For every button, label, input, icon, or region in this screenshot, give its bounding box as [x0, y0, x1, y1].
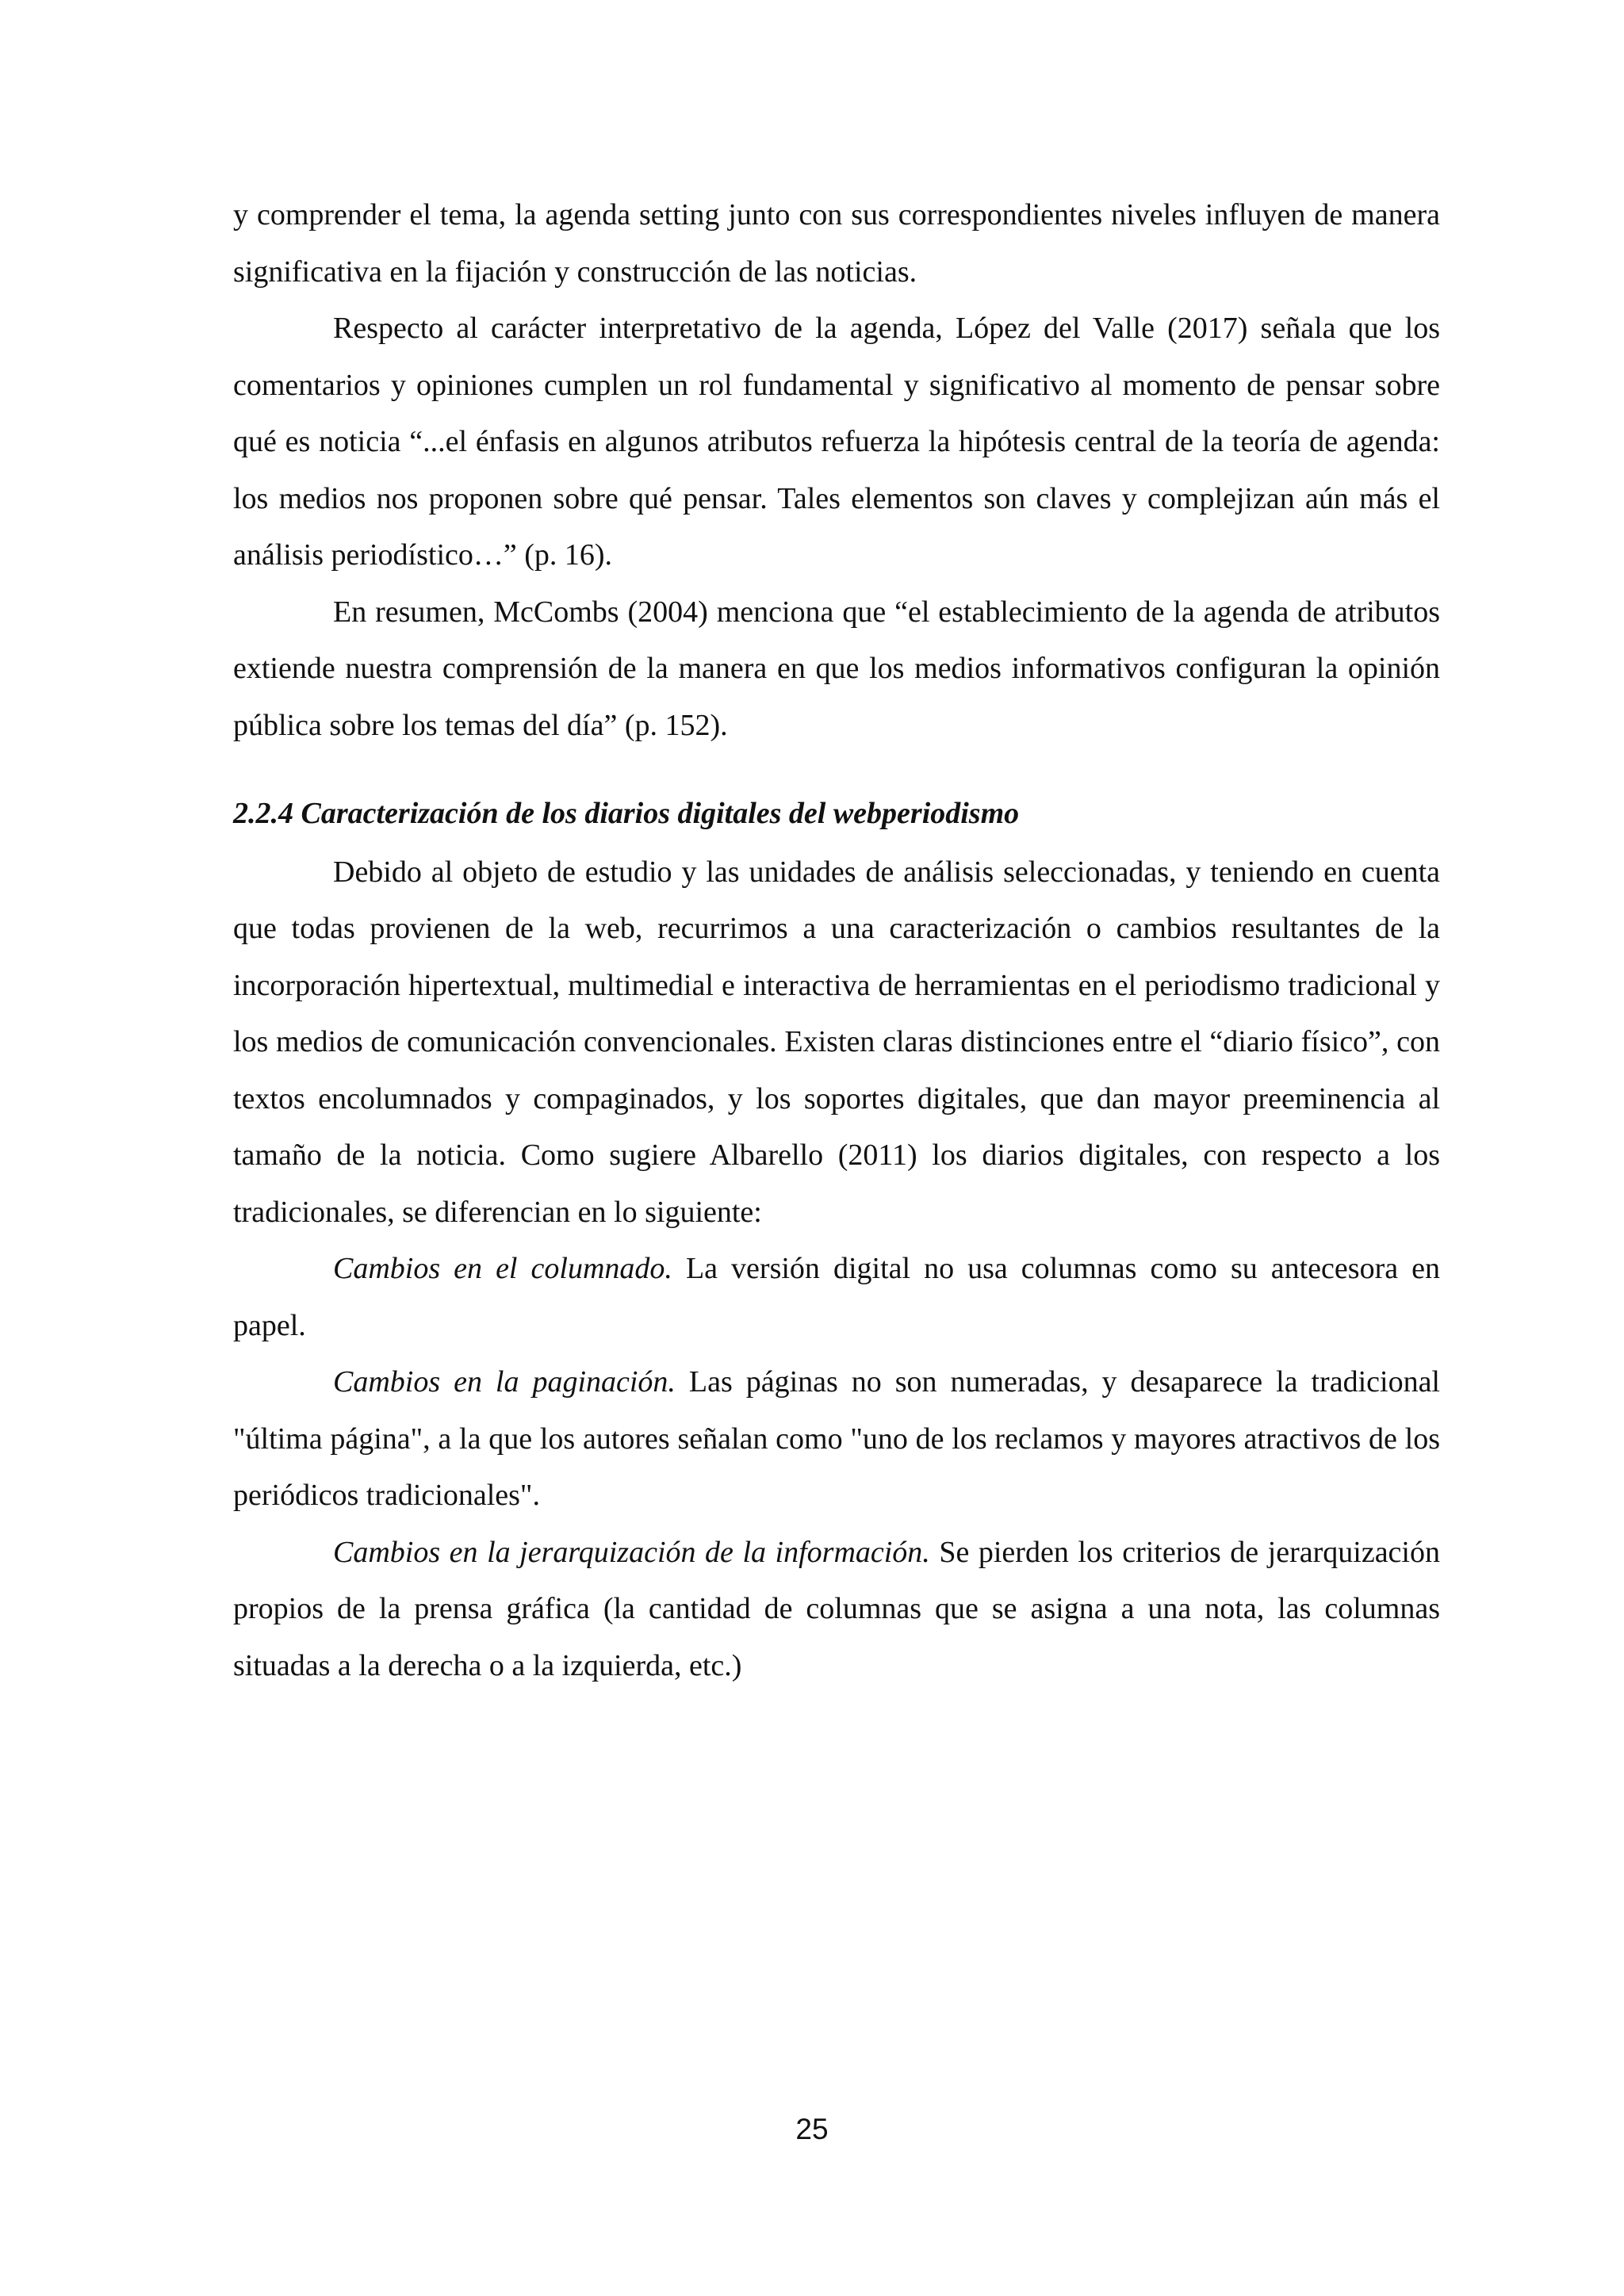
change-item-columns [233, 1241, 1440, 1354]
page-number: 25 [795, 2113, 829, 2145]
change-title-pagination: Cambios en la paginación. [333, 1365, 676, 1399]
change-title-columns: Cambios en el columnado. [333, 1252, 672, 1285]
paragraph-interpretive-agenda: Respecto al carácter interpretativo de la agenda, López del Valle (2017) señala que los comentarios y opiniones cumplen un rol fundamental y significativo al momento de pensar sobre qué es noticia “...el énfasis en algunos atributos refuerza la hipótesis central de la teoría de agenda: los medios nos proponen sobre qué pensar. Tales elementos son claves y complejizan aún más el análisis periodístico…” (p. 16). [233, 312, 1440, 572]
section-heading: 2.2.4 Caracterización de los diarios digitales del webperiodismo [233, 797, 1020, 830]
change-item-hierarchy [233, 1525, 1440, 1695]
paragraph-summary: En resumen, McCombs (2004) menciona que “el establecimiento de la agenda de atributos extiende nuestra comprensión de la manera en que los medios informativos configuran la opinión pública sobre los temas del día” (p. 152). [233, 595, 1440, 742]
change-text-pagination: Las páginas no son numeradas, y desaparece la tradicional "última página", a la que los autores señalan como "uno de los reclamos y mayores atractivos de los periódicos tradicionales". [233, 1365, 1440, 1512]
paragraph-characterization: Debido al objeto de estudio y las unidades de análisis seleccionadas, y teniendo en cuenta que todas provienen de la web, recurrimos a una caracterización o cambios resultantes de la incorporación hipertextual, multimedial e interactiva de herramientas en el periodismo tradicional y los medios de comunicación convencionales. Existen claras distinciones entre el “diario físico”, con textos encolumnados y compaginados, y los soportes digitales, que dan mayor preeminencia al tamaño de la noticia. Como sugiere Albarello (2011) los diarios digitales, con respecto a los tradicionales, se diferencian en lo siguiente: [233, 855, 1440, 1229]
change-item-pagination [233, 1354, 1440, 1525]
change-title-hierarchy: Cambios en la jerarquización de la información. [333, 1535, 930, 1569]
change-text-columns: La versión digital no usa columnas como su antecesora en papel. [233, 1252, 1440, 1342]
document-page [233, 187, 1440, 1694]
change-text-hierarchy: Se pierden los criterios de jerarquización propios de la prensa gráfica (la cantidad de columnas que se asigna a una nota, las columnas situadas a la derecha o a la izquierda, etc.) [233, 1535, 1440, 1682]
paragraph-continuation: y comprender el tema, la agenda setting junto con sus correspondientes niveles influyen de manera significativa en la fijación y construcción de las noticias. [233, 198, 1440, 289]
